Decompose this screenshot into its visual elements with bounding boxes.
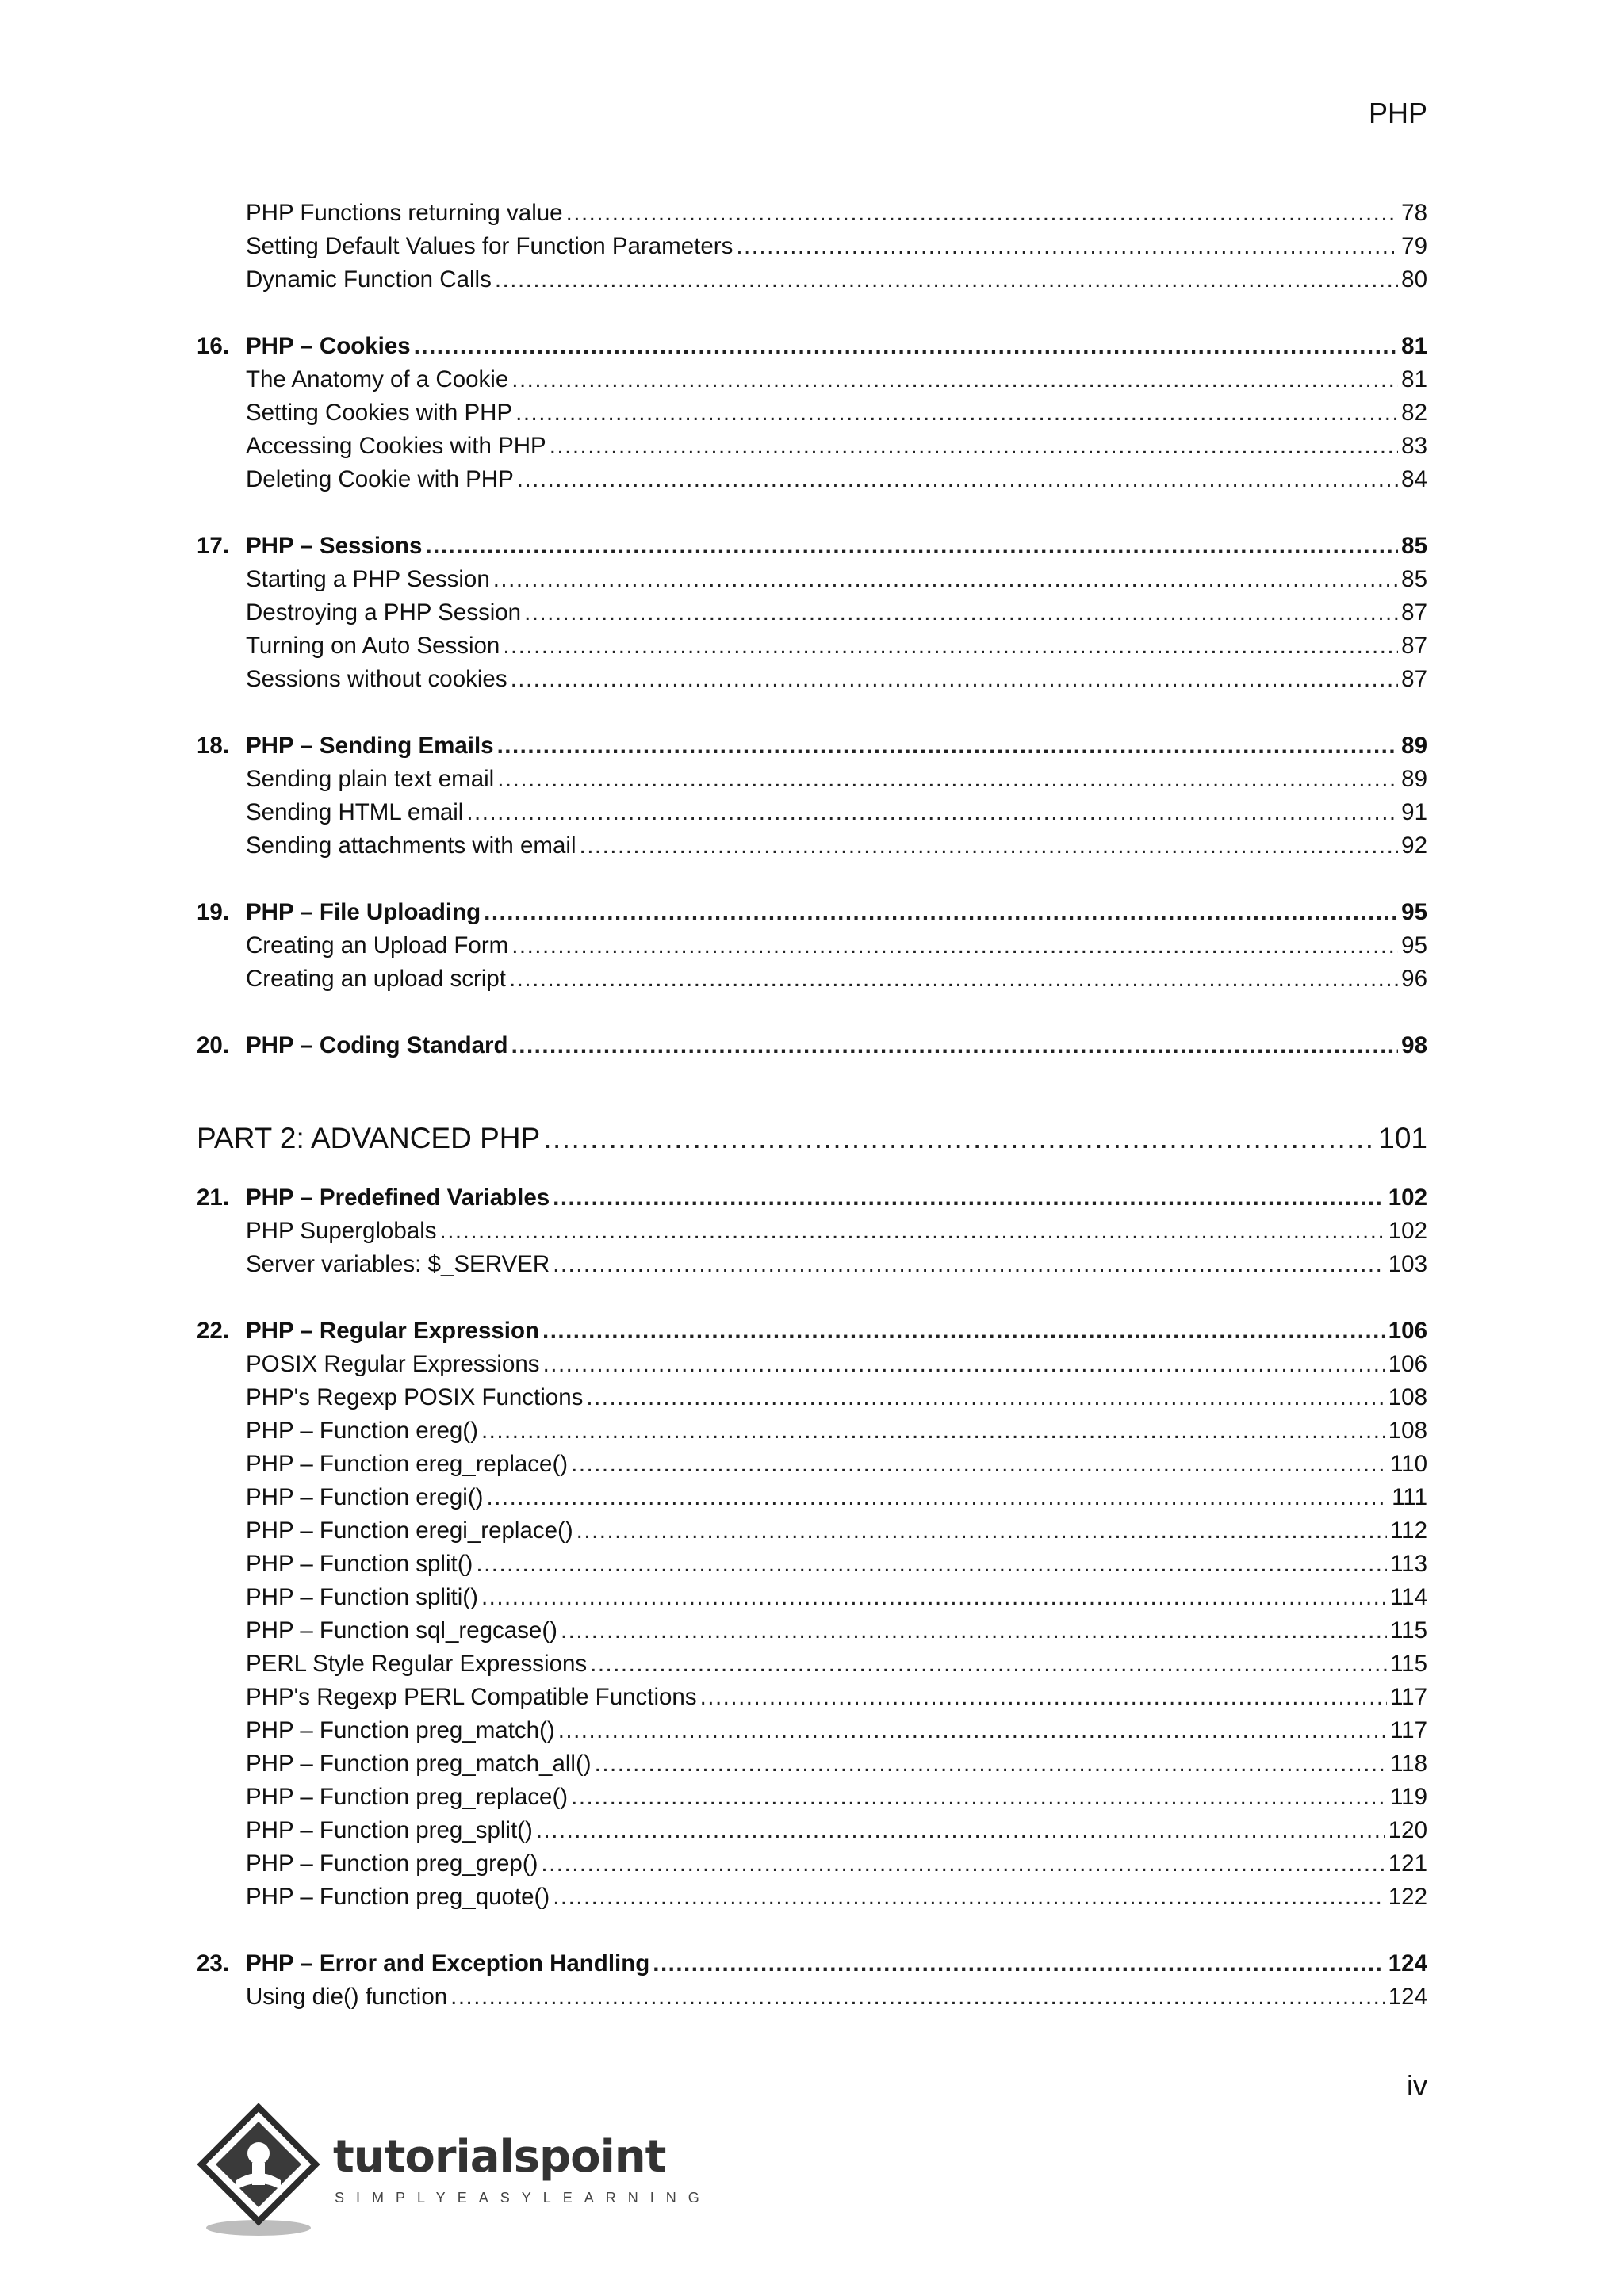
toc-spacer: [197, 696, 1427, 729]
toc-page-number: 78: [1401, 200, 1427, 226]
toc-page-number: 91: [1401, 799, 1427, 825]
toc-entry[interactable]: [197, 796, 1427, 829]
toc-page-number: 87: [1401, 599, 1427, 626]
toc-page-number: 119: [1389, 1784, 1427, 1810]
toc-title: Sending attachments with email: [246, 832, 576, 859]
dot-leader: [524, 596, 1398, 629]
toc-spacer: [197, 1162, 1427, 1181]
toc-entry[interactable]: [197, 1781, 1427, 1814]
dot-leader: [541, 1847, 1385, 1881]
toc-title: PHP – Function eregi(): [246, 1484, 484, 1510]
toc-page-number: 117: [1389, 1717, 1427, 1743]
dot-leader: [553, 1248, 1385, 1281]
toc-number: 19.: [197, 899, 230, 925]
toc-title: Sessions without cookies: [246, 666, 508, 692]
toc-title: PHP – Coding Standard: [246, 1032, 508, 1058]
toc-title: Creating an upload script: [246, 966, 506, 992]
toc-number: 22.: [197, 1318, 230, 1344]
toc-title: Dynamic Function Calls: [246, 266, 492, 293]
toc-title: PHP's Regexp PERL Compatible Functions: [246, 1684, 697, 1710]
toc-spacer: [197, 297, 1427, 330]
toc-page-number: 108: [1388, 1384, 1427, 1410]
toc-entry[interactable]: [197, 430, 1427, 463]
toc-entry[interactable]: [197, 929, 1427, 962]
toc-part-heading[interactable]: [197, 1115, 1427, 1162]
dot-leader: [511, 1029, 1399, 1062]
table-of-contents: [197, 197, 1427, 2014]
toc-entry[interactable]: [197, 1980, 1427, 2014]
dot-leader: [503, 629, 1398, 663]
dot-leader: [536, 1814, 1385, 1847]
toc-page-number: 118: [1389, 1751, 1427, 1777]
toc-entry[interactable]: [197, 962, 1427, 996]
dot-leader: [414, 330, 1398, 363]
toc-entry[interactable]: [197, 1647, 1427, 1681]
toc-title: PHP – Sessions: [246, 533, 423, 559]
toc-page-number: 113: [1389, 1551, 1427, 1577]
toc-spacer: [197, 1914, 1427, 1947]
toc-entry[interactable]: [197, 1381, 1427, 1414]
toc-title: Setting Cookies with PHP: [246, 400, 513, 426]
logo-diamond-icon: [197, 2101, 339, 2244]
toc-entry[interactable]: [197, 663, 1427, 696]
dot-leader: [543, 1115, 1375, 1162]
toc-page-number: 115: [1389, 1617, 1427, 1644]
toc-title: Setting Default Values for Function Parameters: [246, 233, 733, 259]
toc-chapter[interactable]: [197, 530, 1427, 563]
toc-spacer: [197, 863, 1427, 896]
toc-title: Sending plain text email: [246, 766, 495, 792]
toc-title: PHP – Function preg_match_all(): [246, 1751, 592, 1777]
dot-leader: [511, 363, 1398, 396]
toc-page-number: 85: [1401, 566, 1427, 592]
toc-page-number: 106: [1388, 1351, 1427, 1377]
toc-page-number: 83: [1401, 433, 1427, 459]
dot-leader: [509, 962, 1398, 996]
toc-title: PHP – Function preg_quote(): [246, 1884, 550, 1910]
toc-title: PHP – Function preg_grep(): [246, 1850, 538, 1877]
toc-title: The Anatomy of a Cookie: [246, 366, 509, 392]
dot-leader: [553, 1881, 1385, 1914]
toc-page-number: 111: [1392, 1484, 1427, 1510]
dot-leader: [542, 1314, 1385, 1348]
toc-page-number: 106: [1388, 1318, 1427, 1344]
toc-title: PHP – Error and Exception Handling: [246, 1950, 650, 1976]
toc-entry[interactable]: [197, 1348, 1427, 1381]
toc-chapter[interactable]: [197, 729, 1427, 763]
toc-entry[interactable]: [197, 763, 1427, 796]
dot-leader: [481, 1414, 1385, 1448]
toc-page-number: 89: [1401, 766, 1427, 792]
toc-entry[interactable]: [197, 1414, 1427, 1448]
toc-title: Deleting Cookie with PHP: [246, 466, 514, 492]
toc-entry[interactable]: [197, 629, 1427, 663]
toc-title: PHP – Regular Expression: [246, 1318, 539, 1344]
toc-chapter[interactable]: [197, 1314, 1427, 1348]
toc-page-number: 85: [1401, 533, 1427, 559]
toc-page-number: 95: [1401, 899, 1427, 925]
toc-title: PHP's Regexp POSIX Functions: [246, 1384, 584, 1410]
dot-leader: [476, 1548, 1387, 1581]
toc-title: PHP – Predefined Variables: [246, 1184, 550, 1211]
dot-leader: [493, 563, 1398, 596]
toc-page-number: 122: [1388, 1884, 1427, 1910]
toc-page-number: 117: [1389, 1684, 1427, 1710]
dot-leader: [558, 1714, 1387, 1747]
toc-spacer: [197, 996, 1427, 1029]
toc-entry[interactable]: [197, 1714, 1427, 1747]
dot-leader: [653, 1947, 1385, 1980]
toc-entry[interactable]: [197, 463, 1427, 496]
toc-title: Server variables: $_SERVER: [246, 1251, 550, 1277]
toc-title: PHP – Cookies: [246, 333, 411, 359]
toc-spacer: [197, 496, 1427, 530]
dot-leader: [736, 230, 1398, 263]
toc-page-number: 80: [1401, 266, 1427, 293]
toc-page-number: 102: [1388, 1218, 1427, 1244]
toc-page-number: 101: [1378, 1122, 1427, 1154]
toc-page-number: 103: [1388, 1251, 1427, 1277]
dot-leader: [487, 1481, 1389, 1514]
tutorialspoint-logo: [197, 2101, 711, 2244]
toc-entry[interactable]: [197, 1481, 1427, 1514]
dot-leader: [590, 1647, 1387, 1681]
toc-page-number: 87: [1401, 666, 1427, 692]
toc-number: 17.: [197, 533, 230, 559]
toc-title: PHP – Function preg_match(): [246, 1717, 555, 1743]
toc-title: PHP – Function preg_replace(): [246, 1784, 569, 1810]
dot-leader: [440, 1215, 1385, 1248]
toc-entry[interactable]: [197, 1448, 1427, 1481]
toc-title: Accessing Cookies with PHP: [246, 433, 546, 459]
toc-title: Destroying a PHP Session: [246, 599, 522, 626]
toc-title: PERL Style Regular Expressions: [246, 1651, 588, 1677]
logo-name: tutorialspoint: [333, 2131, 666, 2183]
logo-wordmark: [333, 2131, 665, 2183]
toc-title: PHP – Function spliti(): [246, 1584, 478, 1610]
toc-page-number: 108: [1388, 1418, 1427, 1444]
toc-page-number: 121: [1388, 1850, 1427, 1877]
toc-entry[interactable]: [197, 230, 1427, 263]
toc-page-number: 124: [1388, 1950, 1427, 1976]
toc-title: Starting a PHP Session: [246, 566, 490, 592]
toc-chapter[interactable]: [197, 1181, 1427, 1215]
toc-spacer: [197, 1062, 1427, 1115]
toc-entry[interactable]: [197, 1747, 1427, 1781]
toc-chapter[interactable]: [197, 330, 1427, 363]
dot-leader: [571, 1448, 1387, 1481]
toc-entry[interactable]: [197, 1881, 1427, 1914]
toc-title: PHP – Function eregi_replace(): [246, 1517, 573, 1544]
dot-leader: [515, 396, 1398, 430]
toc-entry[interactable]: [197, 1581, 1427, 1614]
toc-number: 21.: [197, 1184, 230, 1211]
toc-page-number: 120: [1388, 1817, 1427, 1843]
toc-page-number: 124: [1388, 1984, 1427, 2010]
toc-title: PHP – Function ereg_replace(): [246, 1451, 569, 1477]
page-number: iv: [1407, 2069, 1427, 2102]
toc-page-number: 102: [1388, 1184, 1427, 1211]
logo-tagline: SIMPLYEASYLEARNING: [335, 2190, 711, 2206]
toc-entry[interactable]: [197, 197, 1427, 230]
toc-entry[interactable]: [197, 1248, 1427, 1281]
dot-leader: [586, 1381, 1385, 1414]
dot-leader: [466, 796, 1398, 829]
dot-leader: [425, 530, 1398, 563]
toc-entry[interactable]: [197, 263, 1427, 297]
toc-page-number: 98: [1401, 1032, 1427, 1058]
toc-number: 23.: [197, 1950, 230, 1976]
toc-title: PART 2: ADVANCED PHP: [197, 1122, 541, 1154]
toc-title: Turning on Auto Session: [246, 633, 500, 659]
toc-number: 16.: [197, 333, 230, 359]
toc-title: Sending HTML email: [246, 799, 464, 825]
toc-title: PHP Functions returning value: [246, 200, 563, 226]
toc-entry[interactable]: [197, 1548, 1427, 1581]
dot-leader: [511, 929, 1398, 962]
toc-page-number: 92: [1401, 832, 1427, 859]
toc-title: Creating an Upload Form: [246, 932, 509, 959]
toc-entry[interactable]: [197, 1681, 1427, 1714]
dot-leader: [561, 1614, 1387, 1647]
toc-page-number: 114: [1389, 1584, 1427, 1610]
dot-leader: [450, 1980, 1385, 2014]
dot-leader: [576, 1514, 1387, 1548]
dot-leader: [595, 1747, 1387, 1781]
toc-chapter[interactable]: [197, 1029, 1427, 1062]
toc-title: PHP – Function sql_regcase(): [246, 1617, 557, 1644]
dot-leader: [550, 430, 1398, 463]
dot-leader: [481, 1581, 1387, 1614]
toc-title: POSIX Regular Expressions: [246, 1351, 540, 1377]
dot-leader: [497, 729, 1399, 763]
toc-chapter[interactable]: [197, 1947, 1427, 1980]
dot-leader: [517, 463, 1398, 496]
toc-page-number: 87: [1401, 633, 1427, 659]
toc-title: PHP – Function split(): [246, 1551, 473, 1577]
toc-title: PHP Superglobals: [246, 1218, 437, 1244]
toc-entry[interactable]: [197, 596, 1427, 629]
toc-chapter[interactable]: [197, 896, 1427, 929]
toc-page-number: 81: [1401, 366, 1427, 392]
toc-page-number: 112: [1389, 1517, 1427, 1544]
toc-title: PHP – Function preg_split(): [246, 1817, 533, 1843]
toc-entry[interactable]: [197, 1215, 1427, 1248]
toc-page-number: 110: [1389, 1451, 1427, 1477]
dot-leader: [511, 663, 1399, 696]
toc-title: PHP – File Uploading: [246, 899, 481, 925]
toc-entry[interactable]: [197, 363, 1427, 396]
dot-leader: [497, 763, 1398, 796]
toc-entry[interactable]: [197, 829, 1427, 863]
toc-page-number: 96: [1401, 966, 1427, 992]
dot-leader: [571, 1781, 1387, 1814]
toc-page-number: 95: [1401, 932, 1427, 959]
toc-page-number: 81: [1401, 333, 1427, 359]
toc-entry[interactable]: [197, 1814, 1427, 1847]
dot-leader: [495, 263, 1398, 297]
dot-leader: [566, 197, 1399, 230]
toc-number: 18.: [197, 733, 230, 759]
dot-leader: [700, 1681, 1387, 1714]
toc-page-number: 82: [1401, 400, 1427, 426]
toc-title: PHP – Function ereg(): [246, 1418, 478, 1444]
toc-page-number: 115: [1389, 1651, 1427, 1677]
toc-spacer: [197, 1281, 1427, 1314]
toc-entry[interactable]: [197, 1614, 1427, 1647]
toc-entry[interactable]: [197, 1514, 1427, 1548]
toc-title: PHP – Sending Emails: [246, 733, 494, 759]
toc-page-number: 89: [1401, 733, 1427, 759]
dot-leader: [484, 896, 1398, 929]
toc-entry[interactable]: [197, 1847, 1427, 1881]
toc-title: Using die() function: [246, 1984, 448, 2010]
dot-leader: [580, 829, 1399, 863]
toc-entry[interactable]: [197, 563, 1427, 596]
dot-leader: [553, 1181, 1385, 1215]
toc-entry[interactable]: [197, 396, 1427, 430]
toc-number: 20.: [197, 1032, 230, 1058]
page-header-title: PHP: [1368, 97, 1427, 129]
toc-page-number: 84: [1401, 466, 1427, 492]
dot-leader: [543, 1348, 1385, 1381]
toc-page-number: 79: [1401, 233, 1427, 259]
